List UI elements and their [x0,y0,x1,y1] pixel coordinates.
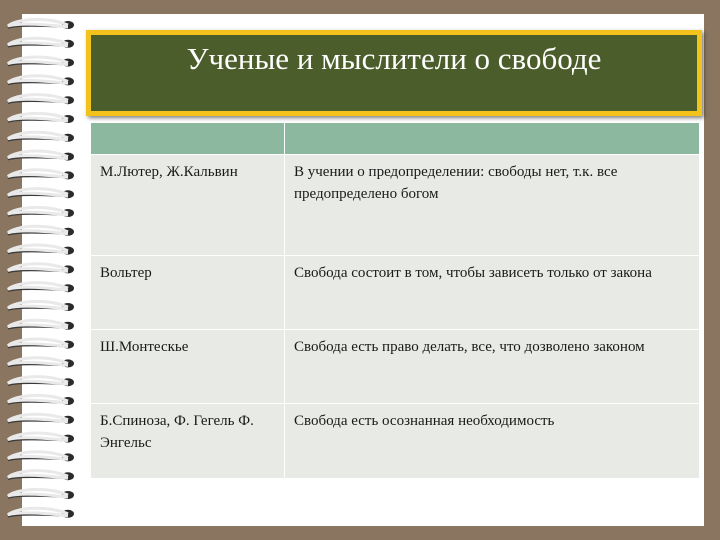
view-cell: Свобода есть право делать, все, что дозволено законом [285,330,700,404]
spiral-binding [2,14,80,526]
header-cell [285,123,700,155]
binding-ring [8,358,74,368]
table-row [91,155,700,256]
binding-ring [8,57,74,67]
binding-ring [8,170,74,180]
binding-ring [8,414,74,424]
binding-ring [8,132,74,142]
thinkers-table [90,122,700,479]
binding-ring [8,452,74,462]
binding-ring [8,245,74,255]
binding-ring [8,38,74,48]
binding-ring [8,377,74,387]
binding-ring [8,283,74,293]
binding-ring [8,471,74,481]
view-cell: Свобода есть осознанная необходимость [285,404,700,479]
binding-ring [8,19,74,29]
binding-ring [8,264,74,274]
view-cell: Свобода состоит в том, чтобы зависеть только от закона [285,256,700,330]
binding-ring [8,339,74,349]
thinker-cell: Вольтер [91,256,285,330]
table-header-row [91,123,700,155]
binding-ring [8,113,74,123]
table-row [91,404,700,479]
binding-ring [8,395,74,405]
table-row [91,256,700,330]
binding-ring [8,508,74,518]
thinker-cell: Б.Спиноза, Ф. Гегель Ф. Энгельс [91,404,285,479]
view-cell: В учении о предопределении: свободы нет, т.к. все предопределено богом [285,155,700,256]
thinker-cell: Ш.Монтескье [91,330,285,404]
binding-ring [8,320,74,330]
header-cell [91,123,285,155]
binding-ring [8,301,74,311]
binding-ring [8,189,74,199]
binding-ring [8,207,74,217]
slide-title: Ученые и мыслители о свободе [186,41,602,76]
thinker-cell: М.Лютер, Ж.Кальвин [91,155,285,256]
binding-ring [8,433,74,443]
binding-ring [8,151,74,161]
binding-ring [8,76,74,86]
title-box [86,30,702,116]
table-row [91,330,700,404]
binding-ring [8,489,74,499]
binding-ring [8,226,74,236]
binding-ring [8,95,74,105]
